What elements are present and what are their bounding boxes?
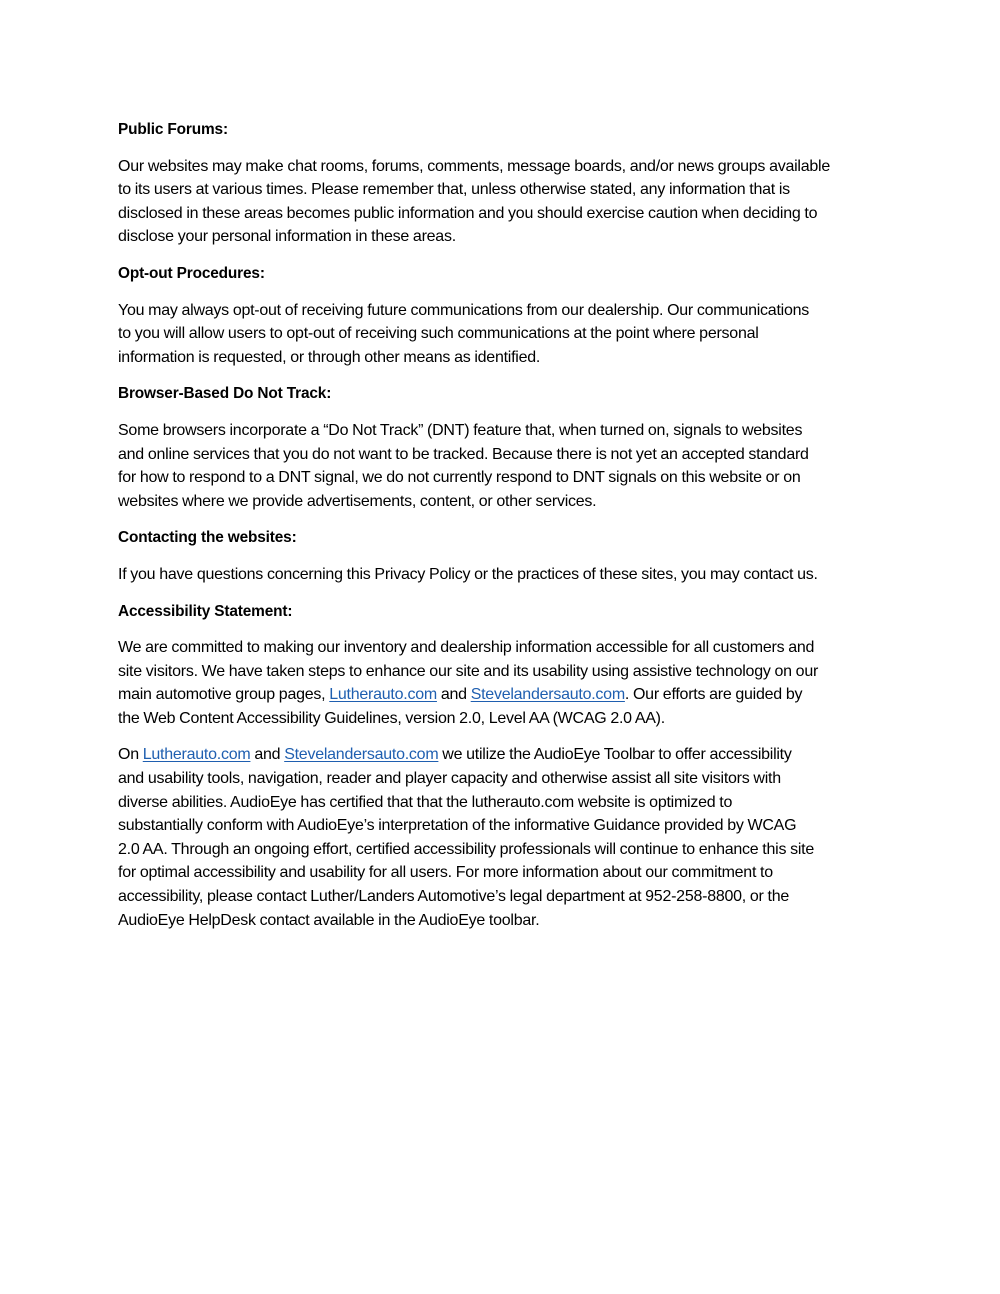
- paragraph-do-not-track: [118, 419, 888, 513]
- text-line: to you will allow users to opt-out of receiving such communications at the point where personal: [118, 325, 759, 343]
- text-line: If you have questions concerning this Privacy Policy or the practices of these sites, you may contact us.: [118, 565, 818, 583]
- paragraph-audioeye-toolbar: [118, 743, 888, 932]
- text-line: site visitors. We have taken steps to enhance our site and its usability using assistive technology on our: [118, 662, 819, 680]
- text-segment: and: [436, 686, 471, 704]
- text-line: the Web Content Accessibility Guidelines, version 2.0, Level AA (WCAG 2.0 AA).: [118, 709, 665, 727]
- text-line: information is requested, or through other means as identified.: [118, 348, 541, 366]
- text-line: AudioEye HelpDesk contact available in the AudioEye toolbar.: [118, 911, 540, 929]
- text-segment: and: [250, 746, 285, 764]
- stevelandersauto-link[interactable]: Stevelandersauto.com: [470, 686, 625, 704]
- heading-opt-out-procedures: Opt-out Procedures:: [118, 264, 265, 282]
- text-line: diverse abilities. AudioEye has certified that that the lutherauto.com website is optimized to: [118, 793, 733, 811]
- text-line: substantially conform with AudioEye’s interpretation of the informative Guidance provided by WCAG: [118, 817, 797, 835]
- text-line: 2.0 AA. Through an ongoing effort, certified accessibility professionals will continue to enhance this site: [118, 840, 814, 858]
- text-line: to its users at various times. Please remember that, unless otherwise stated, any information that is: [118, 181, 790, 199]
- paragraph-opt-out-procedures: [118, 299, 888, 370]
- lutherauto-link[interactable]: Lutherauto.com: [142, 746, 251, 764]
- text-line: Our websites may make chat rooms, forums, comments, message boards, and/or news groups available: [118, 157, 830, 175]
- paragraph-public-forums: [118, 155, 888, 249]
- heading-contacting-websites: Contacting the websites:: [118, 529, 297, 547]
- paragraph-contacting-websites: [118, 563, 888, 587]
- text-segment: On: [118, 746, 143, 764]
- document-page: [118, 118, 888, 945]
- text-line: disclosed in these areas becomes public information and you should exercise caution when deciding to: [118, 204, 818, 222]
- text-segment: . Our efforts are guided by: [624, 686, 803, 704]
- paragraph-accessibility-commitment: [118, 636, 888, 730]
- stevelandersauto-link[interactable]: Stevelandersauto.com: [284, 746, 439, 764]
- text-line: accessibility, please contact Luther/Landers Automotive’s legal department at 952-258-8800, or the: [118, 888, 790, 906]
- heading-do-not-track: Browser-Based Do Not Track:: [118, 385, 332, 403]
- text-line: Some browsers incorporate a “Do Not Track” (DNT) feature that, when turned on, signals to websites: [118, 421, 803, 439]
- text-line: for how to respond to a DNT signal, we do not currently respond to DNT signals on this website or on: [118, 469, 801, 487]
- text-line: and usability tools, navigation, reader and player capacity and otherwise assist all site visitors with: [118, 770, 781, 788]
- text-line: You may always opt-out of receiving future communications from our dealership. Our communications: [118, 301, 810, 319]
- lutherauto-link[interactable]: Lutherauto.com: [329, 686, 437, 704]
- text-line: We are committed to making our inventory and dealership information accessible for all customers and: [118, 639, 815, 657]
- text-line-with-links: [118, 743, 888, 767]
- text-segment: main automotive group pages,: [118, 686, 330, 704]
- text-line-with-links: [118, 683, 888, 707]
- text-line: and online services that you do not want to be tracked. Because there is not yet an accepted standard: [118, 445, 809, 463]
- text-line: for optimal accessibility and usability for all users. For more information about our commitment to: [118, 864, 773, 882]
- text-line: websites where we provide advertisements, content, or other services.: [118, 492, 597, 510]
- heading-public-forums: Public Forums:: [118, 121, 228, 138]
- text-segment: we utilize the AudioEye Toolbar to offer accessibility: [438, 746, 792, 764]
- text-line: disclose your personal information in these areas.: [118, 228, 456, 246]
- heading-accessibility-statement: Accessibility Statement:: [118, 602, 293, 620]
